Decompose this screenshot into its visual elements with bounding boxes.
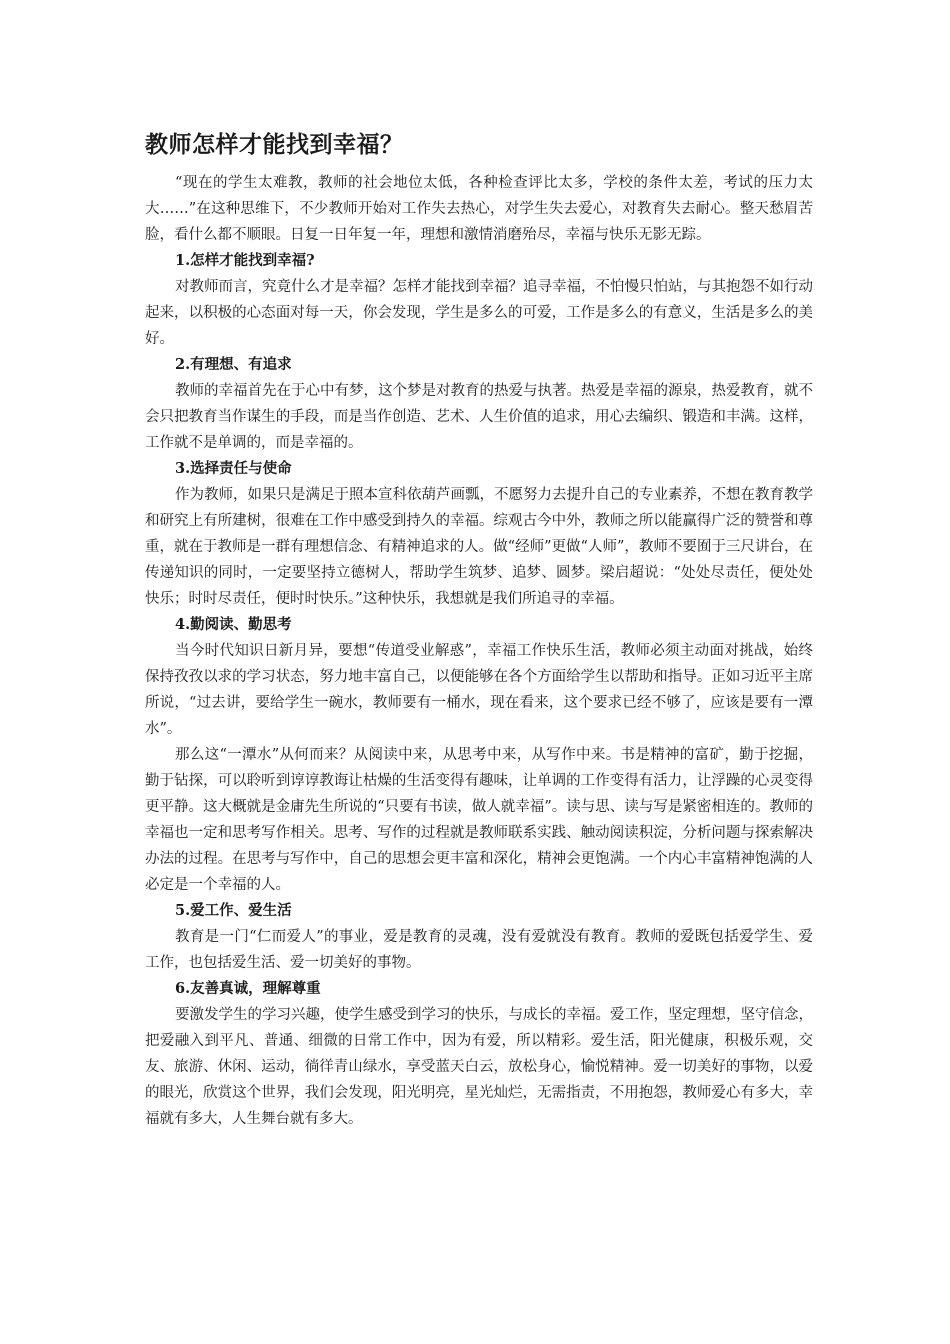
section-paragraph: 要激发学生的学习兴趣，使学生感受到学习的快乐，与成长的幸福。爱工作，坚定理想，坚守信念，把爱融入到平凡、普通、细微的日常工作中，因为有爱，所以精彩。爱生活，阳光健康，积极乐观，交友、旅游、休闲、运动，徜徉青山绿水，享受蓝天白云，放松身心，愉悦精神。爱一切美好的事物，以爱的眼光，欣赏这个世界，我们会发现，阳光明亮，星光灿烂，无需指责，不用抱怨，教师爱心有多大，幸福就有多大，人生舞台就有多大。 xyxy=(145,1007,813,1127)
section-heading: 1.怎样才能找到幸福? xyxy=(175,252,315,269)
section-paragraph: 当今时代知识日新月异，要想“传道受业解惑”，幸福工作快乐生活，教师必须主动面对挑战，始终保持孜孜以求的学习状态，努力地丰富自己，以便能够在各个方面给学生以帮助和指导。正如习近平主席所说，“过去讲，要给学生一碗水，教师要有一桶水，现在看来，这个要求已经不够了，应该是要有一潭水”。 xyxy=(145,643,813,737)
section-1 xyxy=(145,248,813,352)
section-heading: 5.爱工作、爱生活 xyxy=(175,902,292,919)
section-4 xyxy=(145,612,813,898)
section-paragraph: 作为教师，如果只是满足于照本宣科依葫芦画瓢，不愿努力去提升自己的专业素养，不想在教育教学和研究上有所建树，很难在工作中感受到持久的幸福。综观古今中外，教师之所以能赢得广泛的赞誉和尊重，就在于教师是一群有理想信念、有精神追求的人。做“经师”更做“人师”，教师不要囿于三尺讲台，在传递知识的同时，一定要坚持立德树人，帮助学生筑梦、追梦、圆梦。梁启超说：“处处尽责任，便处处快乐；时时尽责任，便时时快乐。”这种快乐，我想就是我们所追寻的幸福。 xyxy=(145,487,813,607)
section-5 xyxy=(145,898,813,976)
section-6 xyxy=(145,976,813,1132)
section-2 xyxy=(145,352,813,456)
section-paragraph: 对教师而言，究竟什么才是幸福？怎样才能找到幸福？追寻幸福，不怕慢只怕站，与其抱怨不如行动起来，以积极的心态面对每一天，你会发现，学生是多么的可爱，工作是多么的有意义，生活是多么的美好。 xyxy=(145,279,813,347)
section-paragraph: 教育是一门“仁而爱人”的事业，爱是教育的灵魂，没有爱就没有教育。教师的爱既包括爱学生、爱工作，也包括爱生活、爱一切美好的事物。 xyxy=(145,929,813,971)
section-heading: 3.选择责任与使命 xyxy=(175,460,292,477)
section-heading: 4.勤阅读、勤思考 xyxy=(175,616,292,633)
section-3 xyxy=(145,456,813,612)
section-heading: 6.友善真诚，理解尊重 xyxy=(175,980,321,997)
document-page xyxy=(145,128,813,1132)
intro-paragraph: “现在的学生太难教，教师的社会地位太低，各种检查评比太多，学校的条件太差，考试的压力太大……”在这种思维下，不少教师开始对工作失去热心，对学生失去爱心，对教育失去耐心。整天愁眉苦脸，看什么都不顺眼。日复一日年复一年，理想和激情消磨殆尽，幸福与快乐无影无踪。 xyxy=(145,175,813,243)
section-paragraph: 教师的幸福首先在于心中有梦，这个梦是对教育的热爱与执著。热爱是幸福的源泉，热爱教育，就不会只把教育当作谋生的手段，而是当作创造、艺术、人生价值的追求，用心去编织、锻造和丰满。这样，工作就不是单调的，而是幸福的。 xyxy=(145,383,813,451)
section-paragraph: 那么这“一潭水”从何而来？从阅读中来，从思考中来，从写作中来。书是精神的富矿，勤于挖掘，勤于钻探，可以聆听到谆谆教诲让枯燥的生活变得有趣味，让单调的工作变得有活力，让浮躁的心灵变得更平静。这大概就是金庸先生所说的“只要有书读，做人就幸福”。读与思、读与写是紧密相连的。教师的幸福也一定和思考写作相关。思考、写作的过程就是教师联系实践、触动阅读积淀，分析问题与探索解决办法的过程。在思考与写作中，自己的思想会更丰富和深化，精神会更饱满。一个内心丰富精神饱满的人必定是一个幸福的人。 xyxy=(145,747,813,893)
page-title: 教师怎样才能找到幸福？ xyxy=(145,132,404,158)
section-heading: 2.有理想、有追求 xyxy=(175,356,292,373)
